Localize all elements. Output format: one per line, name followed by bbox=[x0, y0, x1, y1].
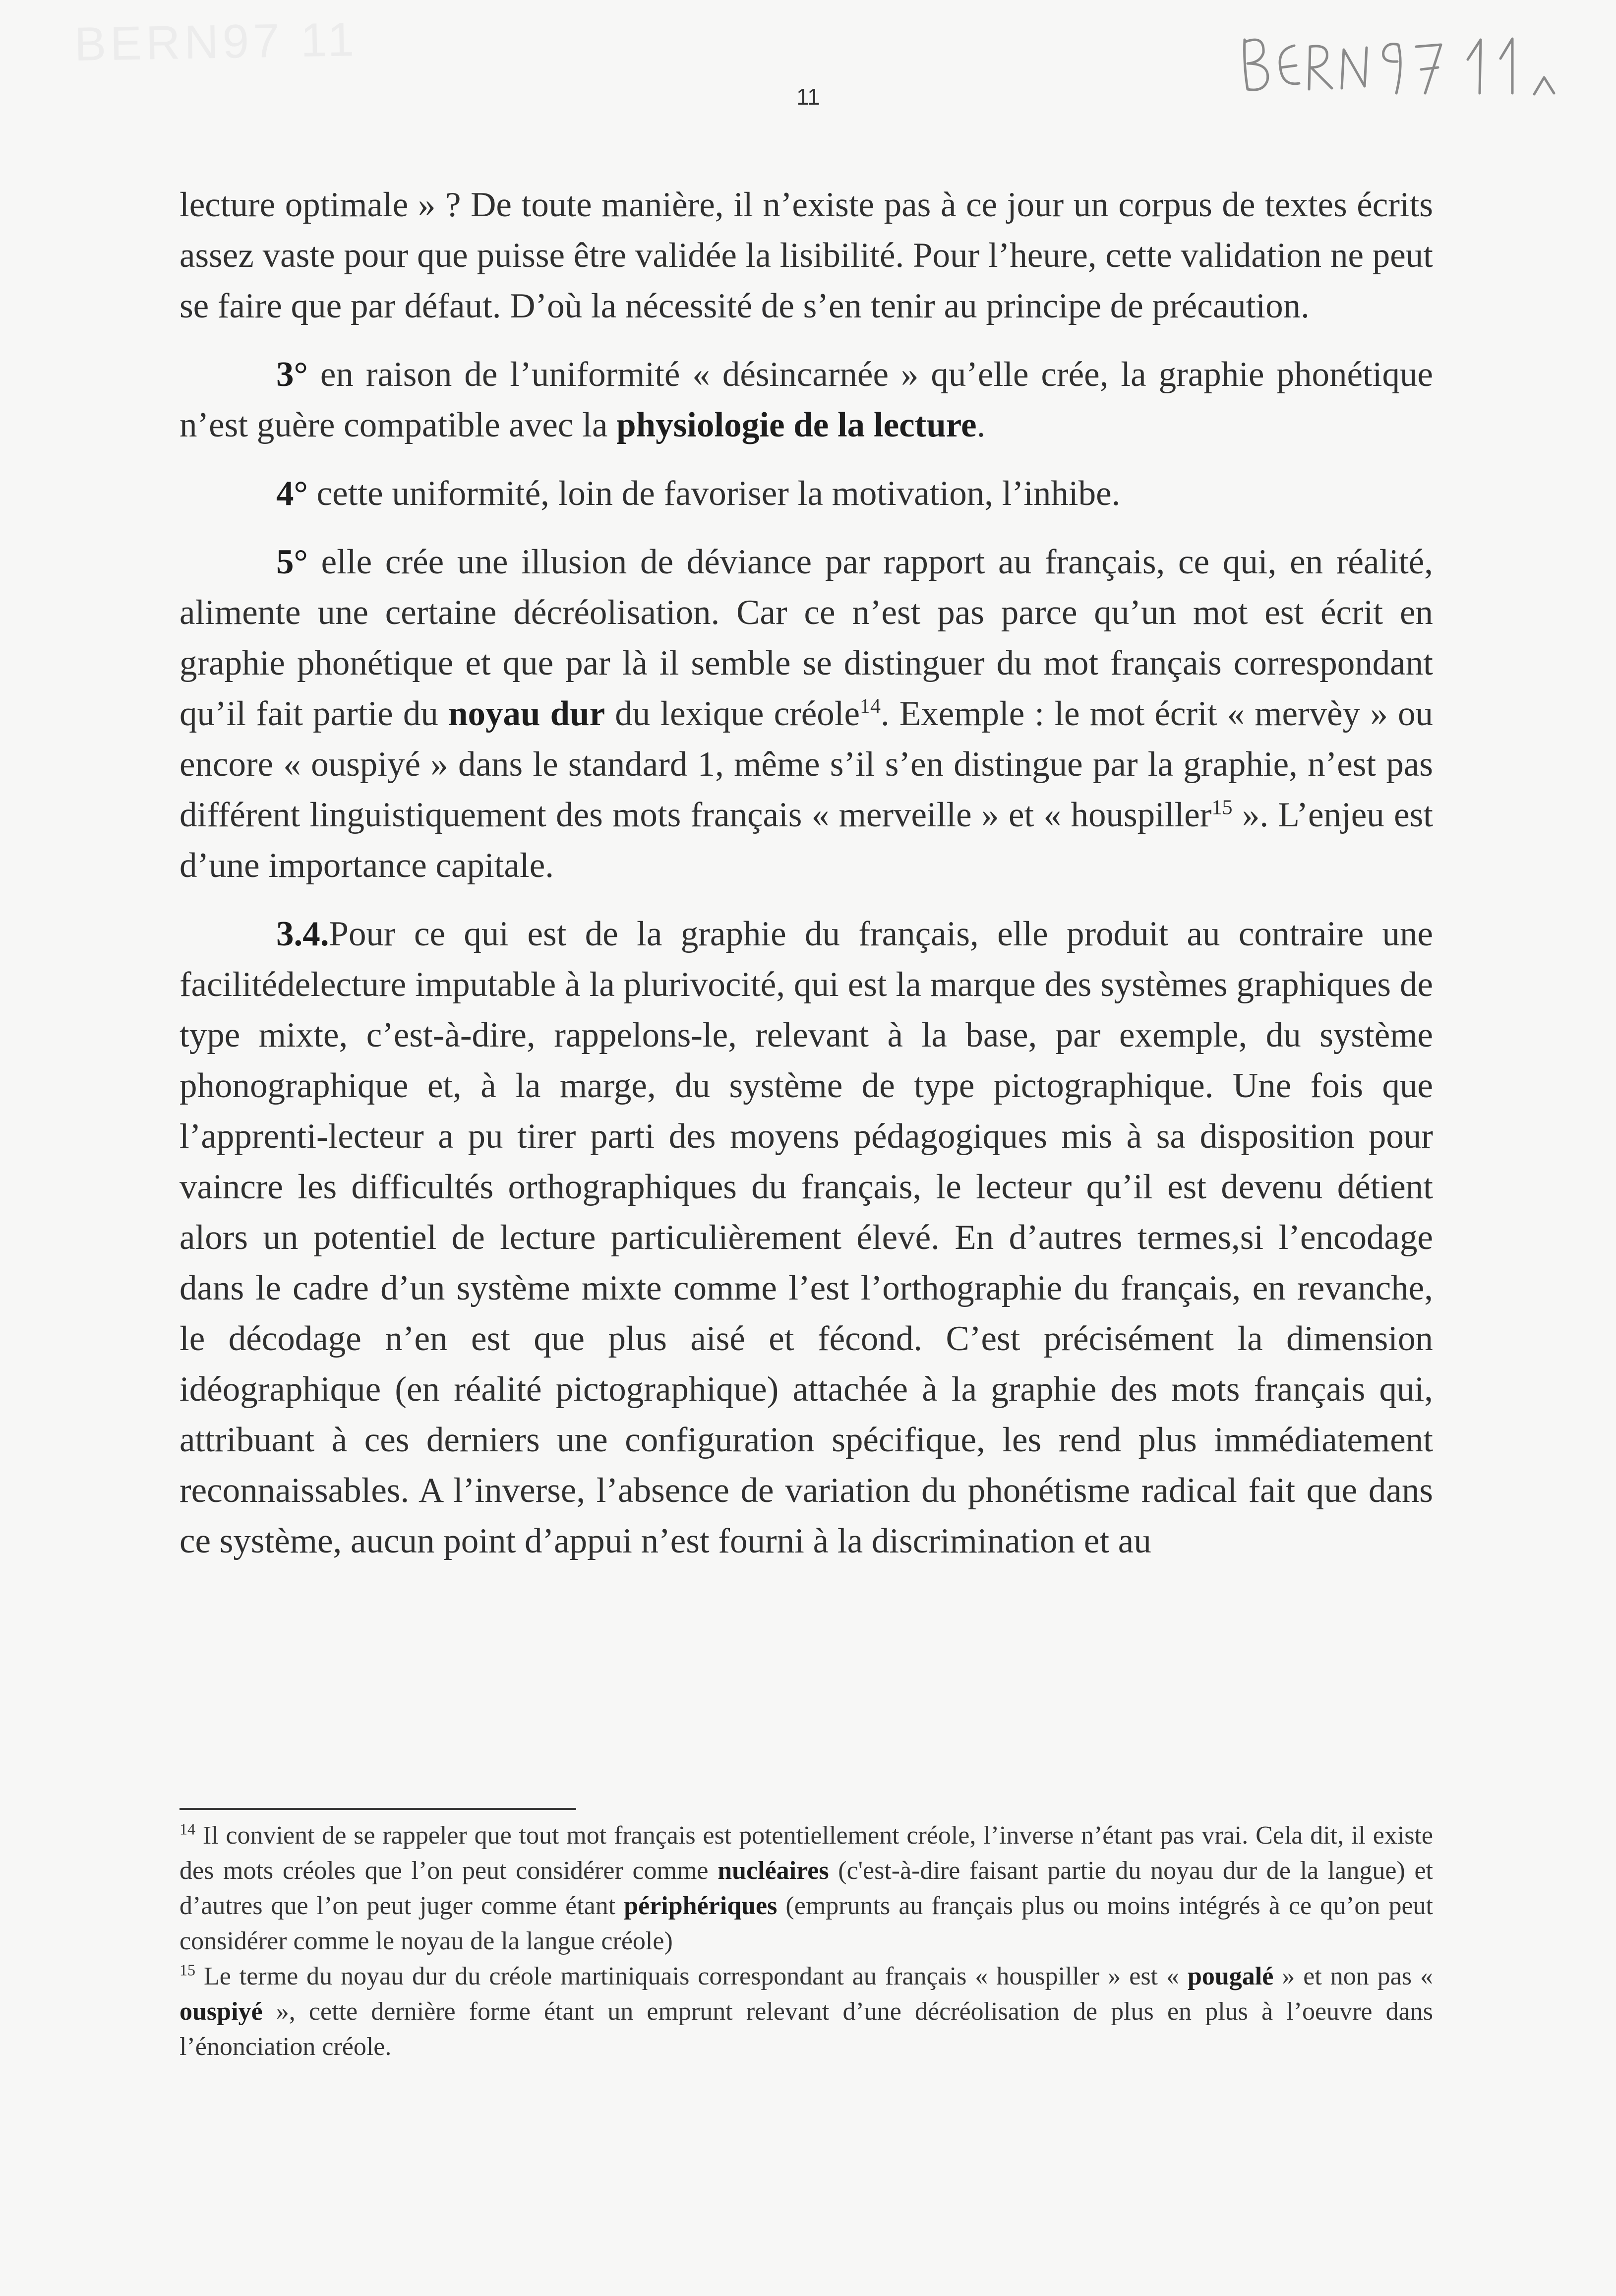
item-number: 4° bbox=[276, 474, 308, 513]
item-number: 3° bbox=[276, 355, 308, 394]
paragraph-text: . Exemple : le mot écrit « mervèy » ou encore « ouspiyé » dans le standard 1, même s’il s’en distingue par la graphie, n’est pas différent linguistiquement des mots français « merveille » et « houspiller bbox=[180, 694, 1433, 834]
footnote-text: Le terme du noyau dur du créole martiniquais correspondant au français « houspiller » est « bbox=[195, 1962, 1188, 1990]
footnote-ref-15[interactable]: 15 bbox=[1211, 796, 1233, 819]
bold-term: noyau dur bbox=[448, 694, 605, 733]
handwritten-annotation bbox=[1235, 20, 1612, 104]
paragraph-text: Pour ce qui est de la graphie du français, elle produit au contraire une facilitédelecture imputable à la plurivocité, qui est la marque des systèmes graphiques de type mixte, c’est-à-dire, rappelons-le, relevant à la base, par exemple, du système phonographique et, à la marge, du système de type pictographique. Une fois que l’apprenti-lecteur a pu tirer parti des moyens pédagogiques mis à sa disposition pour vaincre les difficultés orthographiques du français, le lecteur qu’il est devenu détient alors un potentiel de lecture particulièrement élevé. En d’autres termes,si l’encodage dans le cadre d’un système mixte comme l’est l’orthographie du français, en revanche, le décodage n’en est que plus aisé et fécond. C’est précisément la dimension idéographique (en réalité pictographique) attachée à la graphie des mots français qui, attribuant à ces derniers une configuration spécifique, les rend plus immédiatement reconnaissables. A l’inverse, l’absence de variation du phonétisme radical fait que dans ce système, aucun point d’appui n’est fourni à la discrimination et au bbox=[180, 915, 1433, 1560]
section-number: 3.4. bbox=[276, 915, 329, 953]
body-text bbox=[180, 180, 1433, 1566]
bold-term: ouspiyé bbox=[180, 1997, 263, 2026]
paragraph-2 bbox=[180, 349, 1433, 450]
footnote-marker: 14 bbox=[180, 1820, 195, 1838]
paragraph-text: du lexique créole bbox=[605, 694, 860, 733]
bold-term: nucléaires bbox=[718, 1857, 829, 1885]
footnote-14 bbox=[180, 1818, 1433, 1959]
paragraph-text: . bbox=[976, 406, 986, 444]
footnote-text: (c'est-à-dire faisant partie du noyau dur de la langue) et d’autres que l’on peut juger comme étant bbox=[180, 1857, 1433, 1920]
bold-term: périphériques bbox=[624, 1892, 778, 1920]
paragraph-3 bbox=[180, 468, 1433, 519]
paragraph-text: ». L’enjeu est d’une importance capitale. bbox=[180, 796, 1433, 885]
footnote-text: (emprunts au français plus ou moins intégrés à ce qu’on peut considérer comme le noyau de la langue créole) bbox=[180, 1892, 1433, 1955]
page-number: 11 bbox=[796, 84, 820, 110]
footnote-marker: 15 bbox=[180, 1961, 195, 1979]
faint-stamp: BERN97 11 bbox=[74, 13, 359, 71]
paragraph-text: en raison de l’uniformité « désincarnée » qu’elle crée, la graphie phonétique n’est guère compatible avec la bbox=[180, 355, 1433, 444]
footnote-15 bbox=[180, 1959, 1433, 2064]
paragraph-1: lecture optimale » ? De toute manière, il n’existe pas à ce jour un corpus de textes écrits assez vaste pour que puisse être validée la lisibilité. Pour l’heure, cette validation ne peut se faire que par défaut. D’où la nécessité de s’en tenir au principe de précaution. bbox=[180, 186, 1433, 325]
footnote-text: » et non pas « bbox=[1273, 1962, 1434, 1990]
bold-term: physiologie de la lecture bbox=[616, 406, 977, 444]
footnote-text: », cette dernière forme étant un emprunt relevant d’une décréolisation de plus en plus à l’oeuvre dans l’énonciation créole. bbox=[180, 1997, 1433, 2061]
paragraph-4 bbox=[180, 537, 1433, 891]
footnotes bbox=[180, 1818, 1433, 2064]
footnote-separator bbox=[180, 1808, 576, 1810]
paragraph-text: elle crée une illusion de déviance par rapport au français, ce qui, en réalité, alimente une certaine décréolisation. Car ce n’est pas parce qu’un mot est écrit en graphie phonétique et que par là il semble se distinguer du mot français correspondant qu’il fait partie du bbox=[180, 543, 1433, 733]
bold-term: pougalé bbox=[1187, 1962, 1274, 1990]
footnote-ref-14[interactable]: 14 bbox=[860, 695, 881, 718]
paragraph-5 bbox=[180, 909, 1433, 1566]
paragraph-text: cette uniformité, loin de favoriser la motivation, l’inhibe. bbox=[307, 474, 1121, 513]
item-number: 5° bbox=[276, 543, 308, 581]
footnote-text: Il convient de se rappeler que tout mot français est potentiellement créole, l’inverse n’étant pas vrai. Cela dit, il existe des mots créoles que l’on peut considérer comme bbox=[180, 1821, 1433, 1885]
